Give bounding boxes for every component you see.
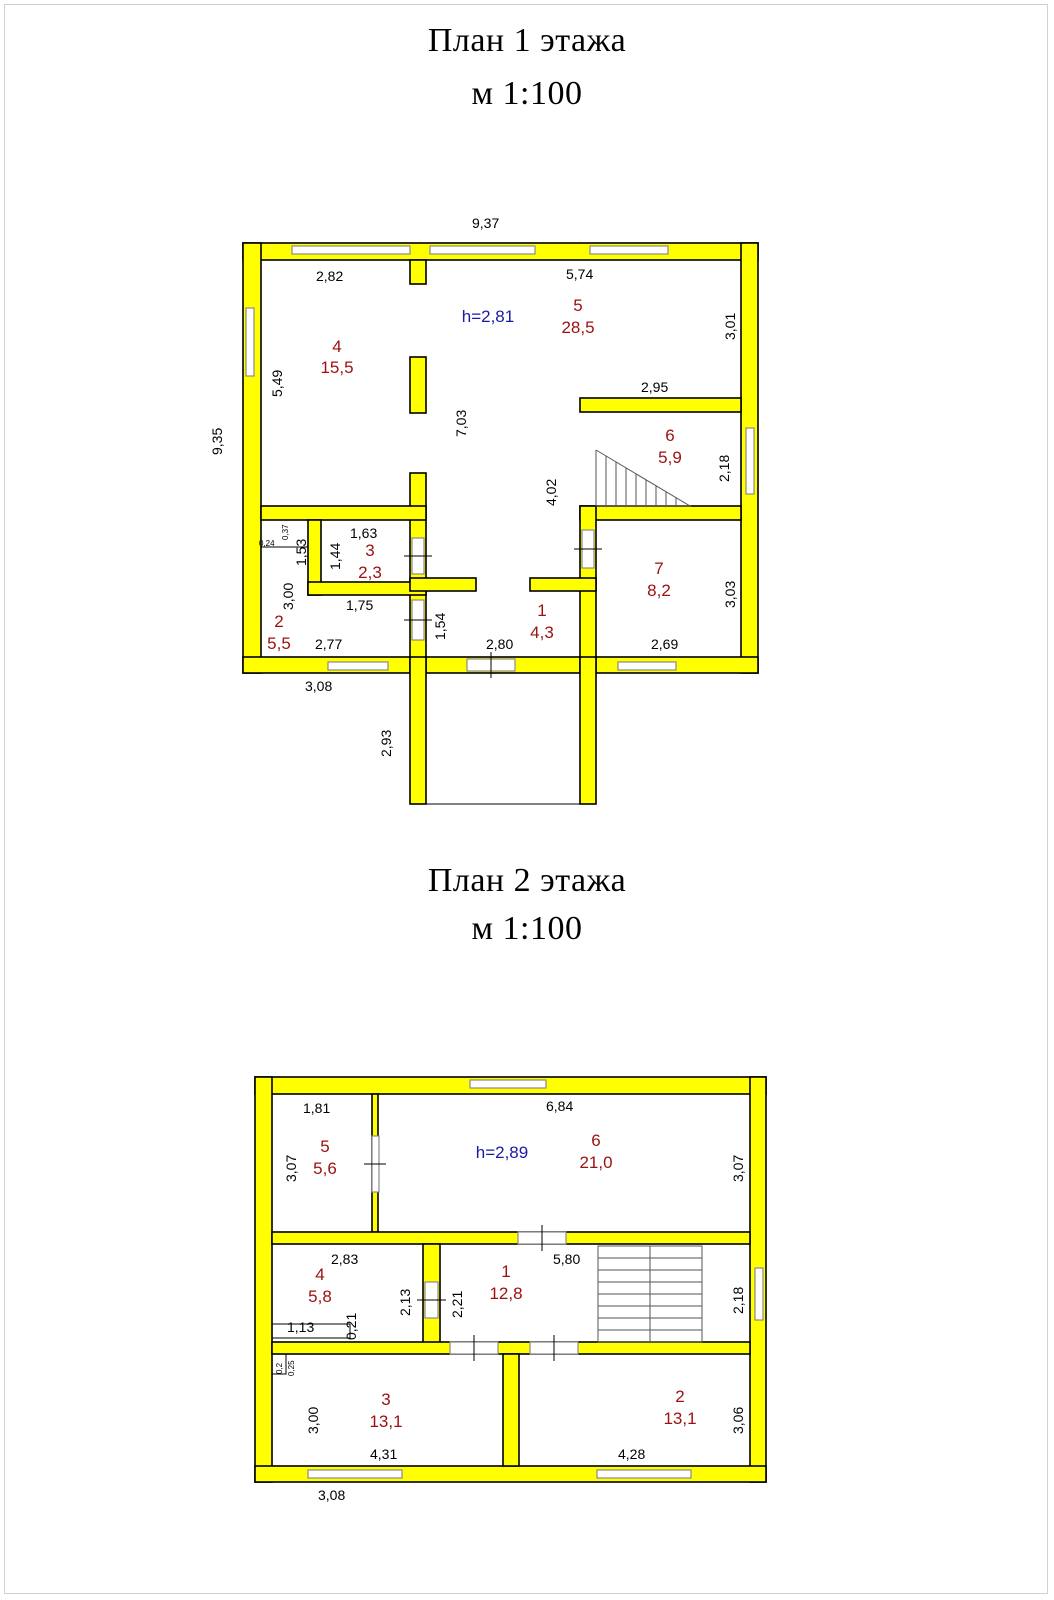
f1-room7-num: 7 [654,559,664,578]
f2-dim-218: 2,18 [730,1286,746,1314]
f1-dim-282: 2,82 [316,268,344,284]
f2-room1-num: 1 [501,1262,511,1281]
f1-dim-218: 2,18 [716,454,732,482]
f2-dim-113: 1,13 [287,1319,315,1335]
f1-room4-num: 4 [332,337,342,356]
f2-wall-h2 [272,1342,750,1354]
f2-dim-684: 6,84 [546,1098,574,1114]
f2-dim-308: 3,08 [318,1487,346,1503]
f2-room5-area: 5,6 [313,1159,337,1178]
f2-room1-area: 12,8 [489,1284,523,1303]
f1-room3-area: 2,3 [358,563,382,582]
f1-dim-300: 3,00 [280,582,296,610]
f1-dim-024: 0,24 [259,539,275,548]
f1-dim-303: 3,03 [722,580,738,608]
f1-dim-293: 2,93 [378,729,394,757]
f2-dim-025: 0,25 [287,1360,296,1376]
f1-wall-wc-bottom [308,582,426,595]
f2-room3-num: 3 [381,1390,391,1409]
f1-dim-total-height: 9,35 [209,427,225,455]
f1-dim-144: 1,44 [327,542,343,570]
f2-stairs [598,1246,702,1342]
f2-dim-307a: 3,07 [283,1154,299,1182]
f1-room5-num: 5 [573,296,583,315]
f1-dim-574: 5,74 [566,266,594,282]
f1-window-top-mid [430,246,535,254]
f1-dim-153: 1,53 [293,538,309,566]
f1-wall-stub2 [410,578,476,591]
f1-dim-154: 1,54 [432,612,448,640]
f1-room5-area: 28,5 [561,318,595,337]
f2-room6-area: 21,0 [579,1153,613,1172]
f1-room1-num: 1 [537,601,547,620]
f2-room6-num: 6 [591,1131,601,1150]
f1-dim-308: 3,08 [305,678,333,694]
floor2-title: План 2 этажа [427,862,627,899]
f2-dim-021: 0,21 [343,1312,359,1340]
f1-window-right [746,428,754,494]
f1-window-left [246,308,254,376]
f1-dim-295: 2,95 [641,379,669,395]
f1-window-top-left [292,246,410,254]
f1-porch-left [410,657,426,804]
f1-dim-total-width: 9,37 [472,215,500,231]
floor2-plan [255,1077,766,1503]
f1-dim-163: 1,63 [350,525,378,541]
f1-room7-area: 8,2 [647,581,671,600]
f1-dim-703: 7,03 [453,409,469,437]
f1-wall-h1 [261,506,426,520]
f1-wall-stub [410,260,426,284]
floor2-scale: м 1:100 [471,910,583,947]
f2-room2-num: 2 [675,1387,685,1406]
f2-dim-306: 3,06 [730,1406,746,1434]
f2-dim-181: 1,81 [303,1100,331,1116]
f1-room2-area: 5,5 [267,634,291,653]
f1-dim-269: 2,69 [651,636,679,652]
f2-height-label: h=2,89 [475,1143,529,1162]
f1-porch-right [580,657,596,804]
f1-room2-num: 2 [274,612,284,631]
f1-dim-037: 0,37 [281,524,290,540]
f2-wall-left [255,1077,272,1482]
f2-wall-h1 [272,1232,750,1244]
f1-room6-area: 5,9 [658,448,682,467]
f1-window-bottom-right [618,662,676,670]
f2-dim-431: 4,31 [370,1446,398,1462]
f2-room5-num: 5 [320,1137,330,1156]
f1-dim-175: 1,75 [346,597,374,613]
f2-window-right [755,1268,763,1320]
f2-dim-580: 5,80 [553,1251,581,1267]
f1-dim-402: 4,02 [543,478,559,506]
f2-dim-307b: 3,07 [730,1154,746,1182]
f2-wall-v3 [503,1354,519,1466]
f2-room2-area: 13,1 [663,1409,697,1428]
floor1-plan [209,215,758,804]
f1-dim-280: 2,80 [486,636,514,652]
f1-wall-stub3 [530,578,596,591]
f1-dim-301: 3,01 [722,312,738,340]
f2-dim-283: 2,83 [331,1251,359,1267]
f1-window-top-right [590,246,668,254]
f1-room6-num: 6 [665,426,675,445]
f2-window-bottom-right [597,1470,691,1478]
f2-window-top [470,1080,546,1088]
f2-room4-area: 5,8 [308,1287,332,1306]
f1-room1-area: 4,3 [530,623,554,642]
f1-wall-h2 [580,398,741,412]
f2-dim-300: 3,00 [305,1406,321,1434]
f1-dim-549: 5,49 [269,369,285,397]
f2-room3-area: 13,1 [369,1412,403,1431]
f2-room4-num: 4 [315,1265,325,1284]
f2-dim-213: 2,13 [397,1288,413,1316]
f1-window-bottom-left [328,662,388,670]
f2-dim-221: 2,21 [449,1290,465,1318]
floor1-scale: м 1:100 [471,75,583,112]
f2-dim-428: 4,28 [618,1446,646,1462]
f1-dim-277: 2,77 [315,636,343,652]
f1-wall-mid [410,357,426,413]
f2-dim-020: 0,2 [275,1362,284,1374]
f1-room4-area: 15,5 [320,358,354,377]
f1-room3-num: 3 [365,541,375,560]
floor1-title: План 1 этажа [427,22,627,59]
f1-wall-h3 [580,506,741,520]
f1-height-label: h=2,81 [461,307,515,326]
f2-window-bottom-left [308,1470,402,1478]
